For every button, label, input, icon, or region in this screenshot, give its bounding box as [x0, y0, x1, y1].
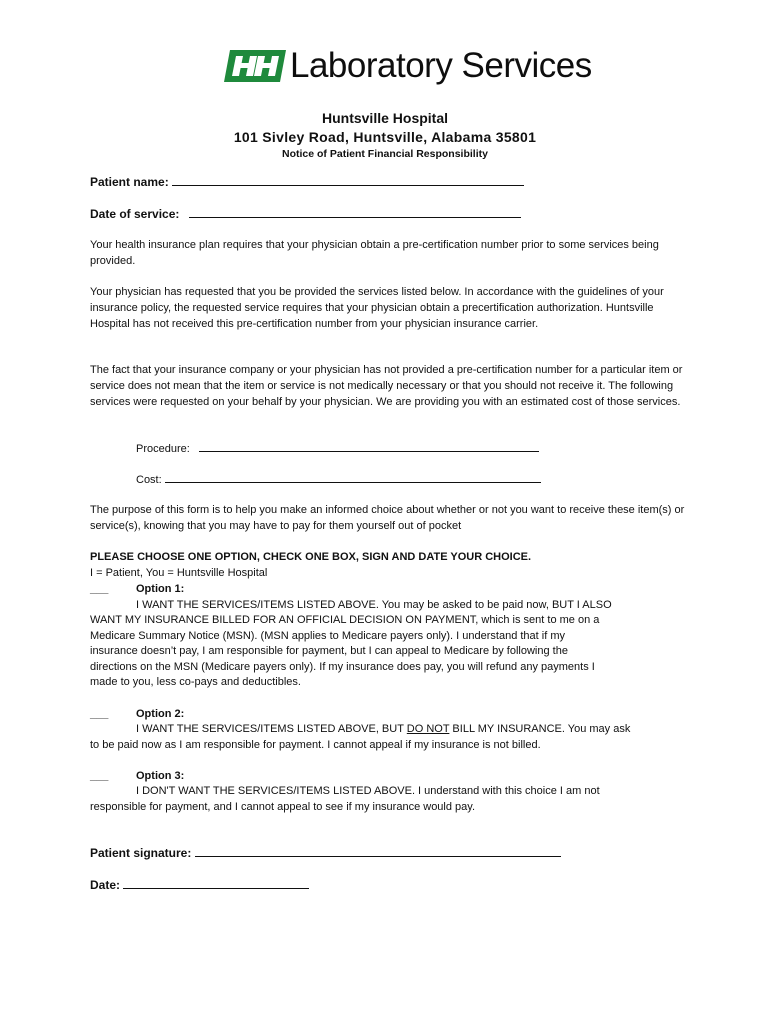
date-label: Date:: [90, 878, 121, 892]
patient-signature-row: [90, 845, 561, 861]
cost-field[interactable]: [165, 471, 541, 483]
option-1-line: made to you, less co-pays and deductibles.: [90, 676, 301, 688]
date-row: [90, 877, 309, 893]
choose-heading: PLEASE CHOOSE ONE OPTION, CHECK ONE BOX, SIGN AND DATE YOUR CHOICE.: [90, 551, 532, 563]
laboratory-services-logo: [222, 48, 592, 84]
option-1-checkbox[interactable]: ___: [90, 583, 109, 595]
option-1-title: Option 1:: [136, 583, 185, 595]
option-2-text-b: BILL MY INSURANCE. You may ask: [449, 723, 631, 735]
patient-signature-field[interactable]: [195, 845, 561, 857]
procedure-field[interactable]: [199, 440, 539, 452]
do-not-text: DO NOT: [406, 723, 450, 735]
paragraph-physician-request: Your physician has requested that you be provided the services listed below. In accordance with the guidelines of your insurance policy, the requested service requires that your physician obtain a precertification authorization. Huntsville Hospital has not received this pre-certification number from your physician insurance carrier.: [90, 286, 664, 330]
patient-name-field[interactable]: [172, 174, 524, 186]
option-2-line: [136, 721, 630, 737]
hospital-address: 101 Sivley Road, Huntsville, Alabama 35801: [233, 129, 537, 145]
logo-text: Laboratory Services: [290, 46, 592, 85]
paragraph-not-medically-necessary: The fact that your insurance company or your physician has not provided a pre-certification number for a particular item or service does not mean that the item or service is not medically necessary or that you should not receive it. The following services were requested on your behalf by your physician. We are providing you with an estimated cost of those services.: [90, 364, 683, 408]
option-1-line: I WANT THE SERVICES/ITEMS LISTED ABOVE. You may be asked to be paid now, BUT I ALSO: [136, 599, 612, 611]
hh-logo-icon: [222, 48, 288, 84]
procedure-label: Procedure:: [136, 443, 190, 455]
option-1-line: WANT MY INSURANCE BILLED FOR AN OFFICIAL DECISION ON PAYMENT, which is sent to me on a: [90, 614, 600, 626]
option-2-text-a: I WANT THE SERVICES/ITEMS LISTED ABOVE, BUT: [136, 723, 407, 735]
option-3-line: responsible for payment, and I cannot appeal to see if my insurance would pay.: [90, 801, 476, 813]
option-3-line: I DON'T WANT THE SERVICES/ITEMS LISTED ABOVE. I understand with this choice I am not: [136, 785, 600, 797]
option-1-line: Medicare Summary Notice (MSN). (MSN applies to Medicare payers only). I understand that if my: [90, 630, 565, 642]
option-2-title: Option 2:: [136, 708, 185, 720]
option-1-line: insurance doesn’t pay, I am responsible for payment, but I can appeal to Medicare by following the: [90, 645, 568, 657]
paragraph-precertification: Your health insurance plan requires that your physician obtain a pre-certification number prior to some services being provided.: [90, 239, 659, 267]
option-2-checkbox[interactable]: ___: [90, 708, 109, 720]
patient-name-row: [90, 174, 524, 190]
date-of-service-row: [90, 206, 521, 222]
date-of-service-label: Date of service:: [90, 207, 180, 221]
date-field[interactable]: [123, 877, 309, 889]
option-3-title: Option 3:: [136, 770, 185, 782]
procedure-row: [136, 440, 539, 457]
paragraph-purpose: The purpose of this form is to help you make an informed choice about whether or not you want to receive these item(s) or service(s), knowing that you may have to pay for them yourself out of pocket: [90, 504, 685, 532]
patient-name-label: Patient name:: [90, 175, 169, 189]
hospital-name: Huntsville Hospital: [321, 110, 449, 126]
option-2-line: to be paid now as I am responsible for payment. I cannot appeal if my insurance is not billed.: [90, 739, 541, 751]
option-3-checkbox[interactable]: ___: [90, 770, 109, 782]
option-1-line: directions on the MSN (Medicare payers only). If my insurance does pay, you will refund any payments I: [90, 661, 595, 673]
patient-signature-label: Patient signature:: [90, 846, 192, 860]
notice-title: Notice of Patient Financial Responsibility: [282, 148, 488, 160]
choose-legend: I = Patient, You = Huntsville Hospital: [90, 567, 268, 579]
cost-label: Cost:: [136, 474, 162, 486]
date-of-service-field[interactable]: [189, 206, 521, 218]
cost-row: [136, 471, 541, 488]
